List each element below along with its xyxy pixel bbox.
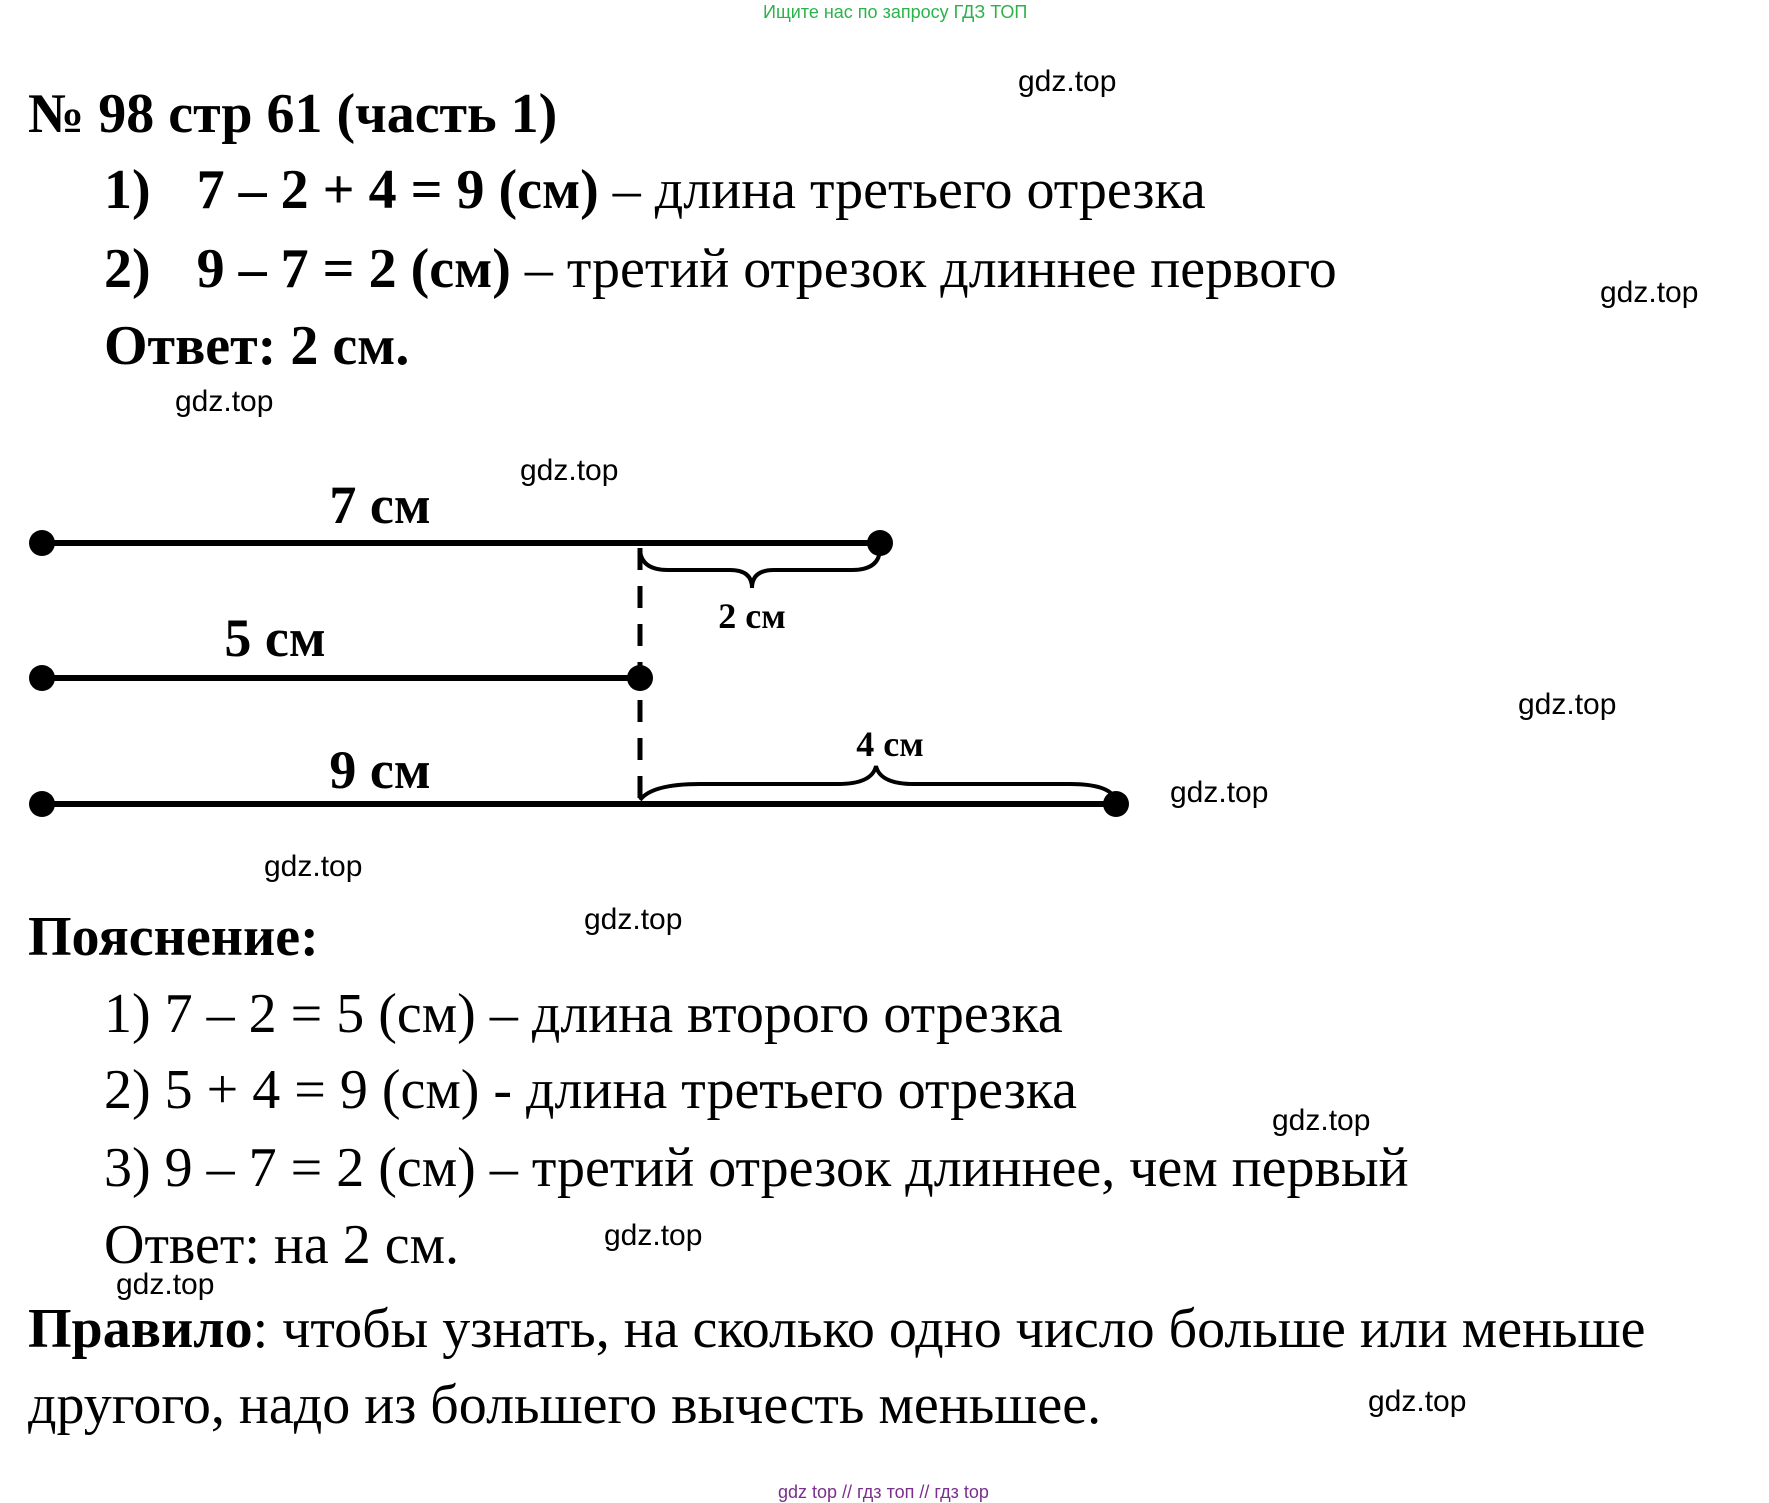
step-expression: 7 – 2 + 4 = 9 (см) (196, 159, 599, 221)
solution-answer: Ответ: 2 см. (104, 315, 410, 377)
brace-4cm-label: 4 см (856, 724, 924, 764)
explanation-answer: Ответ: на 2 см. (104, 1214, 460, 1276)
header-note: Ищите нас по запросу ГДЗ ТОП (763, 2, 1028, 22)
watermark: gdz.top (1368, 1385, 1467, 1418)
watermark: gdz.top (116, 1268, 215, 1301)
brace-2cm (640, 548, 880, 588)
watermark: gdz.top (1272, 1104, 1371, 1137)
explanation-step-2: 2) 5 + 4 = 9 (см) - длина третьего отрезка (104, 1059, 1078, 1121)
rule-line-1 (28, 1297, 1646, 1361)
solution-step-2 (104, 237, 1337, 301)
segment-5cm-label: 5 см (224, 608, 326, 668)
watermark: gdz.top (584, 903, 683, 936)
segment-9cm-label: 9 см (329, 740, 431, 800)
step-number: 2) (104, 238, 151, 300)
solution-step-1 (104, 158, 1206, 222)
step-text: – длина третьего отрезка (612, 159, 1206, 221)
brace-2cm-label: 2 см (718, 596, 786, 636)
segment-endpoint (29, 665, 55, 691)
rule-line-2: другого, надо из большего вычесть меньшее. (28, 1374, 1102, 1436)
step-expression: 9 – 7 = 2 (см) (196, 238, 511, 300)
watermark: gdz.top (1600, 276, 1699, 309)
segment-endpoint (29, 791, 55, 817)
step-text: – третий отрезок длиннее первого (524, 238, 1337, 300)
brace-4cm (640, 766, 1116, 800)
footer-note: gdz top // гдз топ // гдз top (778, 1482, 989, 1502)
watermark: gdz.top (604, 1219, 703, 1252)
segment-endpoint (29, 530, 55, 556)
watermark: gdz.top (264, 850, 363, 883)
page-title: № 98 стр 61 (часть 1) (28, 83, 558, 145)
rule-label: Правило (28, 1298, 253, 1360)
watermark: gdz.top (1518, 688, 1617, 721)
explanation-step-3: 3) 9 – 7 = 2 (см) – третий отрезок длиннее, чем первый (104, 1137, 1409, 1199)
watermark: gdz.top (520, 454, 619, 487)
explanation-heading: Пояснение: (28, 906, 319, 968)
segments-diagram (0, 440, 1769, 840)
segment-7cm-label: 7 см (329, 475, 431, 535)
explanation-step-1: 1) 7 – 2 = 5 (см) – длина второго отрезка (104, 983, 1063, 1045)
rule-text: : чтобы узнать, на сколько одно число больше или меньше (252, 1298, 1646, 1360)
step-number: 1) (104, 159, 151, 221)
watermark: gdz.top (1170, 776, 1269, 809)
watermark: gdz.top (1018, 65, 1117, 98)
segment-endpoint (1103, 791, 1129, 817)
watermark: gdz.top (175, 385, 274, 418)
